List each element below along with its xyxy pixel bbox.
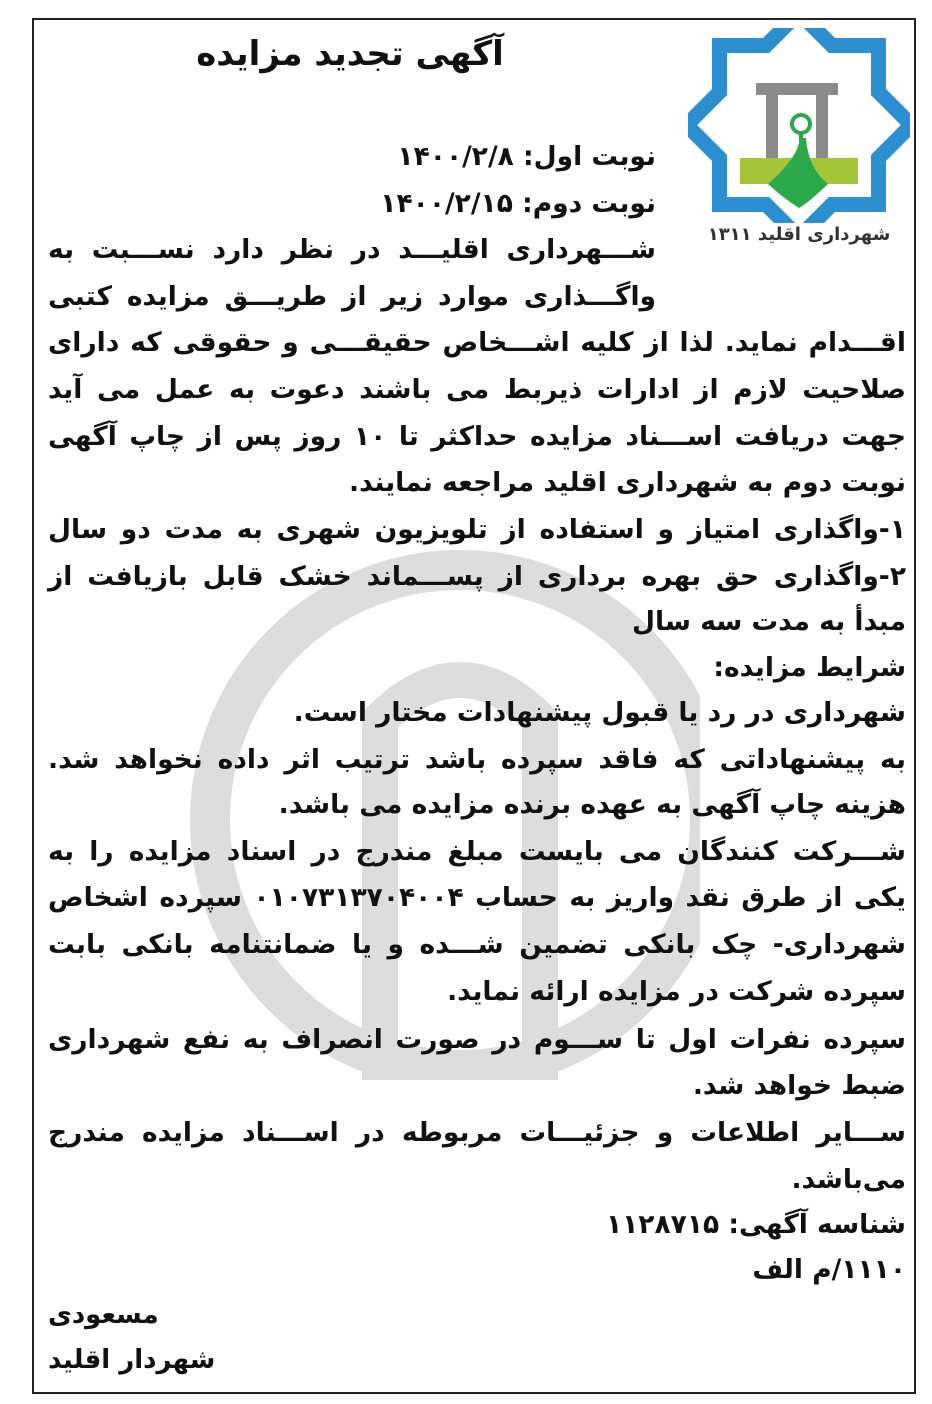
body-line: واگـــذاری موارد زیر از طریـــق مزایده کتبی xyxy=(48,281,656,312)
first-notice-date: نوبت اول: ۱۴۰۰/۲/۸ xyxy=(397,141,656,172)
item-1: ۱-واگذاری امتیاز و استفاده از تلویزیون شهری به مدت دو سال xyxy=(48,514,906,545)
ad-id: شناسه آگهی: ۱۱۲۸۷۱۵ xyxy=(605,1209,906,1240)
condition-line: سپرده نفرات اول تا ســـوم در صورت انصراف به نفع شهرداری xyxy=(48,1024,906,1055)
condition-line: سپرده شرکت در مزایده ارائه نماید. xyxy=(447,976,906,1007)
condition-line: می‌باشد. xyxy=(791,1164,906,1195)
condition-line: ضبط خواهد شد. xyxy=(692,1070,906,1101)
body-line: جهت دریافت اســـناد مزایده حداکثر تا ۱۰ روز پس از چاپ آگهی xyxy=(48,421,906,452)
condition-line: شـــرکت کنندگان می بایست مبلغ مندرج در اسناد مزایده را به xyxy=(48,836,906,867)
condition-line: هزینه چاپ آگهی به عهده برنده مزایده می باشد. xyxy=(278,789,906,820)
second-notice-date: نوبت دوم: ۱۴۰۰/۲/۱۵ xyxy=(380,188,656,219)
reference-code: ۱۱۱۰/م الف xyxy=(752,1254,906,1285)
signatory-name: مسعودی xyxy=(48,1300,159,1330)
conditions-heading: شرایط مزایده: xyxy=(713,652,906,683)
body-line: صلاحیت لازم از ادارات ذیربط می باشند دعوت به عمل می آید xyxy=(48,374,906,405)
condition-line: شهرداری- چک بانکی تضمین شـــده و یا ضمانتنامه بانکی بابت xyxy=(48,929,906,960)
body-line: اقـــدام نماید. لذا از کلیه اشـــخاص حقیقـــی و حقوقی که دارای xyxy=(48,327,906,358)
signatory-role: شهردار اقلید xyxy=(48,1345,216,1375)
body-line: نوبت دوم به شهرداری اقلید مراجعه نمایند. xyxy=(349,467,906,498)
condition-line: به پیشنهاداتی که فاقد سپرده باشد ترتیب اثر داده نخواهد شد. xyxy=(48,744,906,775)
page-title: آگهی تجدید مزایده xyxy=(196,34,504,74)
condition-line: ســـایر اطلاعات و جزئیـــات مربوطه در اســـناد مزایده مندرج xyxy=(48,1117,906,1148)
condition-line: یکی از طرق نقد واریز به حساب ۰۱۰۷۳۱۳۷۰۴۰۰۴ سپرده اشخاص xyxy=(48,882,906,913)
logo-caption: شهرداری اقلید ۱۳۱۱ xyxy=(707,224,891,245)
condition-line: شهرداری در رد یا قبول پیشنهادات مختار است. xyxy=(293,697,906,728)
body-line: شـــهرداری اقلیـــد در نظر دارد نســـبت به xyxy=(48,234,656,265)
municipality-logo xyxy=(688,28,910,260)
item-2-cont: مبدأ به مدت سه سال xyxy=(631,606,906,637)
star-gate-key-icon xyxy=(688,28,910,223)
item-2: ۲-واگذاری حق بهره برداری از پســـماند خشک قابل بازیافت از xyxy=(48,561,906,592)
